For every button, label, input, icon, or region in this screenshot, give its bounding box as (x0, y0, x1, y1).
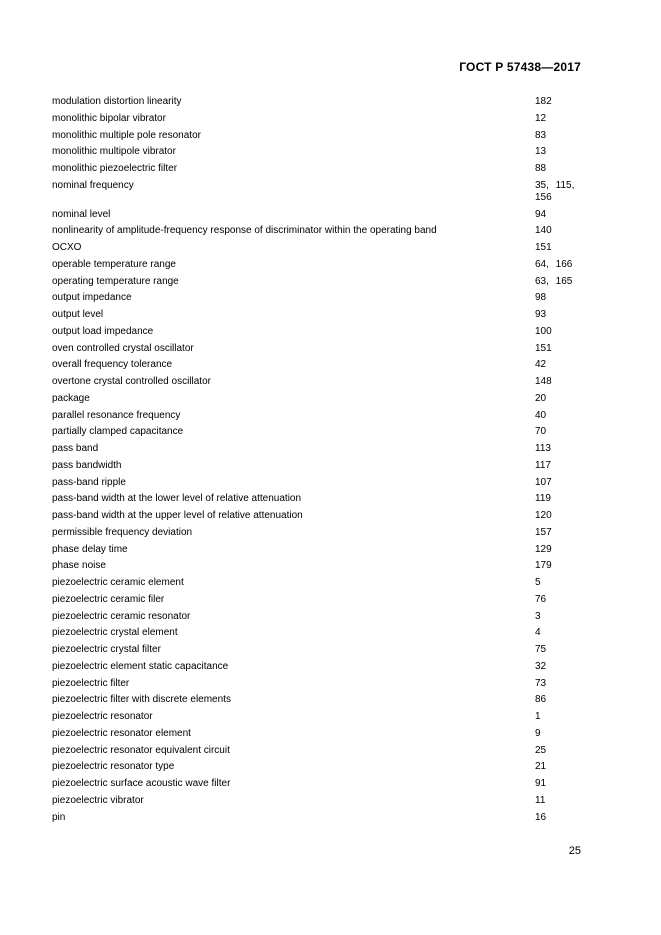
index-term: pass-band ripple (52, 476, 126, 488)
index-entry (52, 326, 592, 338)
index-term: piezoelectric resonator element (52, 727, 191, 739)
index-page-refs: 64, 166 (535, 258, 573, 270)
index-term: piezoelectric filter (52, 677, 130, 689)
index-page-refs: 94 (535, 208, 547, 220)
index-entry (52, 259, 592, 271)
index-page-refs: 148 (535, 376, 552, 387)
index-entry (52, 410, 592, 422)
index-entry (52, 443, 592, 455)
index-entry (52, 146, 592, 158)
index-term: piezoelectric filter with discrete elements (52, 694, 231, 706)
index-page-refs: 100 (535, 325, 552, 337)
index-page-refs: 73 (535, 677, 547, 689)
page-number: 25 (568, 845, 581, 857)
index-page-refs: 70 (535, 426, 547, 438)
index-page-refs: 42 (535, 359, 547, 371)
index-term: permissible frequency deviation (52, 526, 193, 538)
index-page-refs: 3 (535, 610, 541, 622)
index-term: pass-band width at the upper level of relative attenuation (52, 510, 303, 521)
index-page-refs: 76 (535, 593, 547, 605)
index-term: piezoelectric ceramic resonator (52, 610, 191, 622)
index-entry (52, 426, 592, 438)
index-entry (52, 209, 592, 221)
index-term: pass band (52, 443, 99, 454)
index-page-refs: 40 (535, 409, 547, 421)
index-page-refs: 91 (535, 778, 547, 789)
index-page-refs: 151 (535, 342, 552, 354)
index-term: partially clamped capacitance (52, 426, 184, 438)
index-page-refs: 107 (535, 476, 552, 488)
index-entry (52, 661, 592, 673)
index-page-refs: 86 (535, 694, 547, 706)
index-page-refs: 35, 115, 156 (535, 179, 575, 203)
index-term: piezoelectric resonator type (52, 761, 175, 773)
index-term: operable temperature range (52, 258, 176, 270)
index-page-refs: 21 (535, 761, 547, 773)
index-page-refs: 88 (535, 163, 547, 174)
index-entry (52, 778, 592, 790)
index-term: piezoelectric crystal filter (52, 644, 161, 655)
index-term: nominal frequency (52, 179, 134, 191)
index-page-refs: 5 (535, 577, 541, 588)
index-page-refs: 13 (535, 146, 547, 158)
index-term: monolithic bipolar vibrator (52, 112, 166, 124)
index-term: operating temperature range (52, 275, 179, 287)
index-page-refs: 120 (535, 510, 552, 521)
index-entry (52, 292, 592, 304)
index-entry (52, 163, 592, 175)
index-entry (52, 113, 592, 125)
index-page-refs: 117 (535, 459, 551, 471)
index-term: piezoelectric crystal element (52, 627, 178, 639)
index-page-refs: 182 (535, 96, 552, 107)
index-entry (52, 761, 592, 773)
index-page-refs: 140 (535, 225, 552, 237)
index-entry (52, 694, 592, 706)
index-term: piezoelectric element static capacitance (52, 660, 229, 672)
index-term: monolithic piezoelectric filter (52, 163, 178, 174)
index-entry (52, 510, 592, 522)
index-entry (52, 644, 592, 656)
index-term: output impedance (52, 292, 132, 304)
index-entry (52, 560, 592, 572)
index-entry (52, 343, 592, 355)
index-page-refs: 25 (535, 744, 547, 756)
index-term: monolithic multiple pole resonator (52, 129, 201, 141)
document-header: ГОСТ Р 57438—2017 (459, 60, 581, 74)
index-entry (52, 795, 592, 807)
index-entry (52, 460, 592, 472)
index-page-refs: 179 (535, 560, 552, 572)
index-term: piezoelectric ceramic filer (52, 593, 165, 605)
index-term: piezoelectric ceramic element (52, 577, 184, 588)
index-page-refs: 4 (535, 627, 541, 639)
index-page-refs: 9 (535, 727, 541, 739)
index-term: piezoelectric surface acoustic wave filter (52, 778, 231, 789)
index-page-refs: 1 (535, 711, 541, 722)
index-page-refs: 119 (535, 493, 551, 505)
index-page-refs: 20 (535, 392, 547, 404)
index-entry (52, 225, 592, 237)
index-term: OCXO (52, 242, 82, 253)
index-entry (52, 276, 592, 288)
index-term: output level (52, 309, 104, 320)
index-term: pass bandwidth (52, 459, 122, 471)
index-entry (52, 728, 592, 740)
index-term: nominal level (52, 208, 111, 220)
index-entries (52, 96, 592, 828)
index-page-refs: 11 (535, 794, 546, 806)
index-page-refs: 93 (535, 309, 547, 320)
index-entry (52, 627, 592, 639)
index-entry (52, 544, 592, 556)
index-entry (52, 96, 592, 108)
index-entry (52, 493, 592, 505)
index-entry (52, 611, 592, 623)
index-page-refs: 12 (535, 112, 547, 124)
index-term: piezoelectric resonator equivalent circuit (52, 744, 230, 756)
index-entry (52, 678, 592, 690)
index-page-refs: 151 (535, 242, 552, 253)
index-term: pass-band width at the lower level of relative attenuation (52, 493, 302, 505)
index-term: output load impedance (52, 325, 154, 337)
index-entry (52, 376, 592, 388)
index-entry (52, 577, 592, 589)
index-entry (52, 594, 592, 606)
index-entry (52, 711, 592, 723)
index-entry (52, 745, 592, 757)
index-entry (52, 130, 592, 142)
index-term: phase noise (52, 560, 106, 572)
index-page-refs: 75 (535, 644, 547, 655)
index-page-refs: 129 (535, 543, 552, 555)
index-term: overall frequency tolerance (52, 359, 173, 371)
index-term: nonlinearity of amplitude-frequency response of discriminator within the operating band (52, 225, 437, 237)
index-entry (52, 393, 592, 405)
index-page-refs: 16 (535, 811, 547, 823)
index-entry (52, 477, 592, 489)
index-term: overtone crystal controlled oscillator (52, 376, 211, 387)
index-page-refs: 98 (535, 292, 547, 304)
index-term: pin (52, 811, 66, 823)
index-entry (52, 309, 592, 321)
index-term: phase delay time (52, 543, 128, 555)
index-page-refs: 113 (535, 443, 551, 454)
index-entry (52, 527, 592, 539)
index-term: monolithic multipole vibrator (52, 146, 176, 158)
index-term: oven controlled crystal oscillator (52, 342, 194, 354)
index-page-refs: 83 (535, 129, 547, 141)
index-page-refs: 157 (535, 526, 552, 538)
index-term: modulation distortion linearity (52, 96, 182, 107)
index-term: piezoelectric resonator (52, 711, 153, 722)
index-page-refs: 32 (535, 660, 547, 672)
index-entry (52, 180, 592, 204)
index-entry (52, 359, 592, 371)
index-page-refs: 63, 165 (535, 275, 573, 287)
index-term: parallel resonance frequency (52, 409, 181, 421)
index-term: package (52, 392, 90, 404)
index-entry (52, 812, 592, 824)
index-entry (52, 242, 592, 254)
index-term: piezoelectric vibrator (52, 794, 144, 806)
